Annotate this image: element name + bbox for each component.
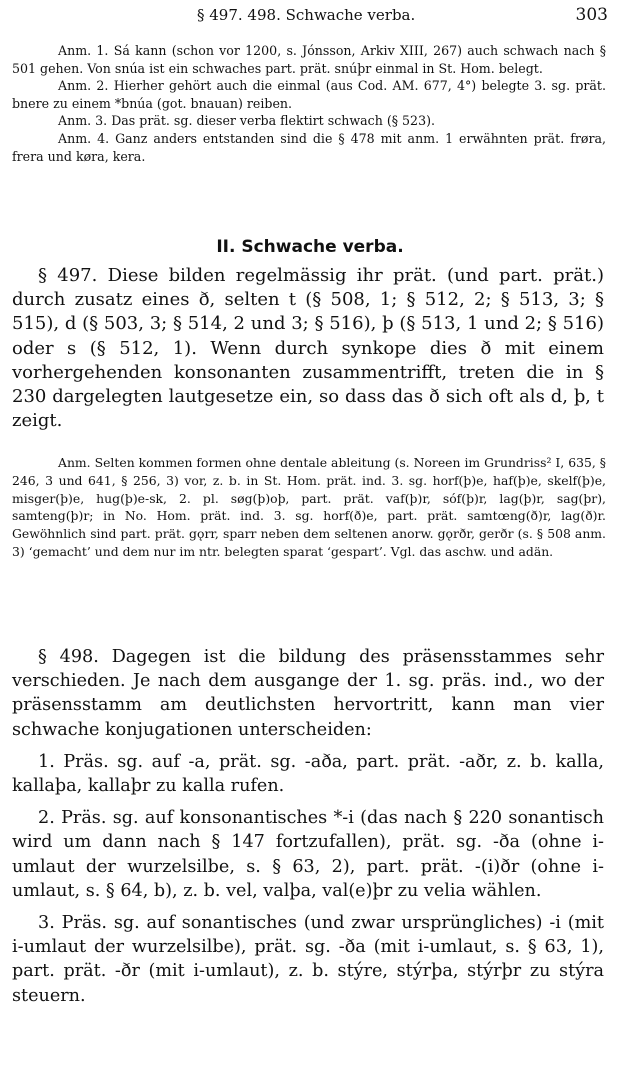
section-heading: II. Schwache verba. [216,237,404,257]
note-text: Hierher gehört auch die einmal (aus Cod. AM. 677, 4°) belegte 3. sg. prät. bnere zu einem *bnúa (got. bnauan) reiben. [12,78,606,111]
conjugation-item-3: 3. Präs. sg. auf sonantisches (und zwar ursprüngliches) -i (mit i-umlaut der wurzelsilbe), prät. sg. -ða (mit i-umlaut, s. § 63, 1), part. prät. -ðr (mit i-umlaut), z. b. stýre, stýrþa, stýrþr zu stýra steuern. [12,913,604,1006]
note-text: Das prät. sg. dieser verba flektirt schwach (§ 523). [111,113,435,129]
note-label: Anm. 2. [58,78,109,94]
note-label: Anm. 1. [58,43,109,58]
note-3 [12,112,606,130]
section-497 [12,264,604,433]
running-title: § 497. 498. Schwache verba. [197,6,416,24]
section-497-paragraph [12,264,604,433]
section-498-intro [12,645,604,742]
note-2 [12,77,606,112]
note-497 [12,454,606,561]
note-text: Selten kommen formen ohne dentale ableitung (s. Noreen im Grundriss² I, 635, § 246, 3 und 641, § 256, 3) vor, z. b. in St. Hom. prät. ind. 3. sg. horf(þ)e, haf(þ)e, skelf(þ)e, misger(þ)e, hug(þ)e-sk, 2. pl. søg(þ)oþ, part. prät. vaf(þ)r, sóf(þ)r, lag(þ)r, sag(þr), samteng(þ)r; in No. Hom. prät. ind. 3. sg. horf(ð)e, part. prät. samtœng(ð)r, lag(ð)r. Gewöhnlich sind part. prät. gǫrr, sparr neben dem seltenen anorw. gǫrðr, gerðr (s. § 508 anm. 3) ‘gemacht’ und dem nur im ntr. belegten sparat ‘gespart’. Vgl. das aschw. und adän. [12,455,606,559]
note-label: Anm. [58,455,91,470]
note-text: Ganz anders entstanden sind die § 478 mit anm. 1 erwähnten prät. frøra, frera und køra, kera. [12,130,606,164]
note-label: Anm. 3. [58,113,108,129]
note-497-paragraph [12,454,606,561]
section-498 [12,645,604,1008]
page-number: 303 [575,5,608,25]
note-4 [12,130,606,165]
section-498-number: § 498. [38,647,99,667]
note-1 [12,42,606,77]
notes-top [12,42,606,165]
section-497-number: § 497. [38,265,98,286]
note-label: Anm. 4. [58,130,110,146]
conjugation-item-2: 2. Präs. sg. auf konsonantisches *-i (das nach § 220 sonantisch wird um dann nach § 147 fortzufallen), prät. sg. -ða (ohne i-umlaut der wurzelsilbe, s. § 63, 2), part. prät. -(i)ðr (ohne i-umlaut, s. § 64, b), z. b. vel, valþa, val(e)þr zu velia wählen. [12,808,604,901]
section-498-text: Dagegen ist die bildung des präsensstammes sehr verschieden. Je nach dem ausgange der 1. sg. präs. ind., wo der präsensstamm am deutlichsten hervortritt, kann man vier schwache konjugationen unterscheiden: [12,647,605,740]
note-text: Sá kann (schon vor 1200, s. Jónsson, Arkiv XIII, 267) auch schwach nach § 501 gehen. Von snúa ist ein schwaches part. prät. snúþr einmal in St. Hom. belegt. [12,43,606,76]
page-header [12,6,608,26]
section-497-text: Diese bilden regelmässig ihr prät. (und part. prät.) durch zusatz eines ð, selten t (§ 508, 1; § 512, 2; § 513, 3; § 515), d (§ 503, 3; § 514, 2 und 3; § 516), þ (§ 513, 1 und 2; § 516) oder s (§ 512, 1). Wenn durch synkope dies ð mit einem vorhergehenden konsonanten zusammentrifft, treten die in § 230 dargelegten lautgesetze ein, so dass das ð sich oft als d, þ, t zeigt. [12,265,604,432]
conjugation-item-1: 1. Präs. sg. auf -a, prät. sg. -aða, part. prät. -aðr, z. b. kalla, kallaþa, kallaþr zu kalla rufen. [12,751,604,797]
